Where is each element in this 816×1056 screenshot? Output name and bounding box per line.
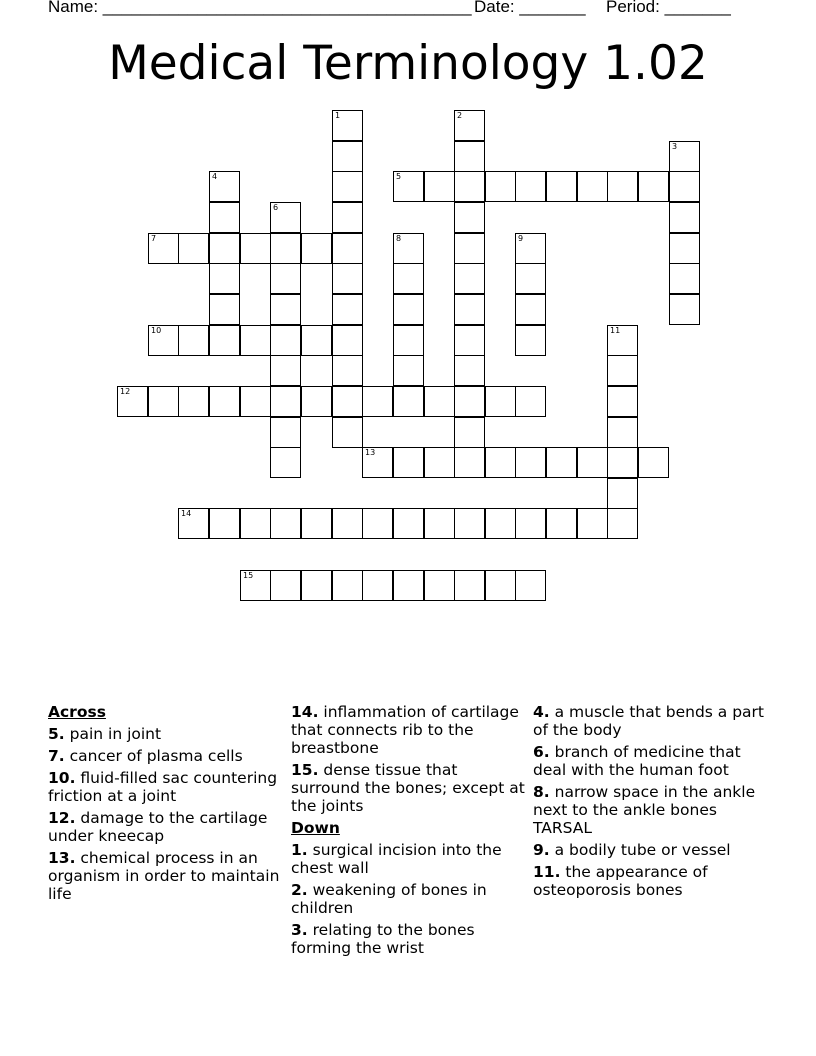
clue-column-1 [48, 703, 284, 907]
crossword-cell[interactable] [424, 447, 455, 478]
crossword-cell[interactable] [240, 570, 271, 601]
crossword-cell[interactable] [393, 294, 424, 325]
cell-number: 3 [672, 142, 678, 151]
crossword-cell[interactable] [546, 508, 577, 539]
clue-text: a muscle that bends a part of the body [533, 703, 764, 739]
crossword-cell[interactable] [454, 294, 485, 325]
clue-item [291, 761, 527, 815]
crossword-cell[interactable] [669, 202, 700, 233]
crossword-cell[interactable] [362, 447, 393, 478]
cell-number: 15 [243, 571, 254, 580]
crossword-cell[interactable] [270, 386, 301, 417]
crossword-cell[interactable] [240, 233, 271, 264]
clue-item [533, 783, 769, 837]
crossword-cell[interactable] [332, 233, 363, 264]
clue-item [48, 769, 284, 805]
crossword-cell[interactable] [515, 263, 546, 294]
crossword-cell[interactable] [270, 325, 301, 356]
crossword-cell[interactable] [270, 233, 301, 264]
crossword-cell[interactable] [454, 570, 485, 601]
name-field-label: Name: _______________________________________ [48, 0, 472, 16]
clue-text: weakening of bones in children [291, 881, 487, 917]
crossword-cell[interactable] [577, 447, 608, 478]
crossword-cell[interactable] [148, 233, 179, 264]
crossword-cell[interactable] [362, 386, 393, 417]
crossword-cell[interactable] [638, 447, 669, 478]
clue-text: damage to the cartilage under kneecap [48, 809, 268, 845]
crossword-cell[interactable] [454, 355, 485, 386]
clue-item [533, 863, 769, 899]
crossword-cell[interactable] [515, 508, 546, 539]
crossword-cell[interactable] [669, 141, 700, 172]
clue-item [533, 841, 769, 859]
crossword-cell[interactable] [515, 386, 546, 417]
crossword-cell[interactable] [454, 141, 485, 172]
crossword-cell[interactable] [270, 417, 301, 448]
clue-text: narrow space in the ankle next to the ankle bones TARSAL [533, 783, 756, 837]
clue-number: 9. [533, 841, 550, 859]
crossword-cell[interactable] [332, 325, 363, 356]
crossword-cell[interactable] [515, 171, 546, 202]
crossword-cell[interactable] [240, 508, 271, 539]
crossword-cell[interactable] [332, 141, 363, 172]
cell-number: 13 [365, 448, 376, 457]
crossword-cell[interactable] [332, 263, 363, 294]
clue-item [291, 703, 527, 757]
clue-item [48, 747, 284, 765]
clue-text: chemical process in an organism in order to maintain life [48, 849, 280, 903]
crossword-cell[interactable] [270, 570, 301, 601]
crossword-cell[interactable] [485, 447, 516, 478]
crossword-cell[interactable] [546, 171, 577, 202]
crossword-cell[interactable] [454, 263, 485, 294]
crossword-cell[interactable] [178, 325, 209, 356]
crossword-cell[interactable] [393, 386, 424, 417]
cell-number: 2 [457, 111, 463, 120]
clue-number: 1. [291, 841, 308, 859]
crossword-cell[interactable] [485, 386, 516, 417]
crossword-cell[interactable] [454, 233, 485, 264]
crossword-cell[interactable] [362, 570, 393, 601]
crossword-cell[interactable] [669, 171, 700, 202]
clue-section-heading: Down [291, 819, 340, 837]
cell-number: 4 [212, 172, 218, 181]
crossword-cell[interactable] [485, 508, 516, 539]
crossword-cell[interactable] [607, 508, 638, 539]
crossword-cell[interactable] [669, 263, 700, 294]
crossword-cell[interactable] [638, 171, 669, 202]
clue-text: surgical incision into the chest wall [291, 841, 502, 877]
crossword-cell[interactable] [515, 294, 546, 325]
clue-number: 7. [48, 747, 65, 765]
date-field-label: Date: _______ [474, 0, 586, 16]
crossword-cell[interactable] [332, 294, 363, 325]
crossword-cell[interactable] [301, 325, 332, 356]
clue-number: 5. [48, 725, 65, 743]
crossword-cell[interactable] [209, 202, 240, 233]
crossword-cell[interactable] [424, 386, 455, 417]
crossword-cell[interactable] [332, 171, 363, 202]
clue-item [533, 743, 769, 779]
crossword-cell[interactable] [515, 570, 546, 601]
crossword-cell[interactable] [393, 570, 424, 601]
crossword-cell[interactable] [332, 110, 363, 141]
crossword-cell[interactable] [270, 294, 301, 325]
clue-text: a bodily tube or vessel [554, 841, 731, 859]
clue-text: inflammation of cartilage that connects rib to the breastbone [291, 703, 519, 757]
cell-number: 11 [610, 326, 621, 335]
clue-number: 15. [291, 761, 319, 779]
crossword-cell[interactable] [148, 386, 179, 417]
clue-number: 3. [291, 921, 308, 939]
clue-text: the appearance of osteoporosis bones [533, 863, 708, 899]
cell-number: 8 [396, 234, 402, 243]
crossword-cell[interactable] [178, 386, 209, 417]
cell-number: 7 [151, 234, 157, 243]
crossword-cell[interactable] [454, 386, 485, 417]
crossword-cell[interactable] [301, 570, 332, 601]
crossword-cell[interactable] [332, 386, 363, 417]
crossword-cell[interactable] [209, 508, 240, 539]
crossword-cell[interactable] [393, 263, 424, 294]
crossword-cell[interactable] [178, 233, 209, 264]
crossword-cell[interactable] [393, 508, 424, 539]
clue-text: dense tissue that surround the bones; except at the joints [291, 761, 525, 815]
clue-number: 13. [48, 849, 76, 867]
clue-number: 4. [533, 703, 550, 721]
cell-number: 6 [273, 203, 279, 212]
clue-number: 11. [533, 863, 561, 881]
crossword-cell[interactable] [270, 263, 301, 294]
crossword-cell[interactable] [393, 171, 424, 202]
clue-item [291, 881, 527, 917]
crossword-cell[interactable] [393, 325, 424, 356]
clue-text: fluid-filled sac countering friction at a joint [48, 769, 278, 805]
crossword-cell[interactable] [607, 171, 638, 202]
crossword-cell[interactable] [607, 447, 638, 478]
crossword-cell[interactable] [332, 570, 363, 601]
crossword-cell[interactable] [332, 202, 363, 233]
crossword-cell[interactable] [454, 447, 485, 478]
crossword-cell[interactable] [515, 325, 546, 356]
crossword-cell[interactable] [607, 386, 638, 417]
clue-item [291, 841, 527, 877]
cell-number: 9 [518, 234, 524, 243]
clue-number: 14. [291, 703, 319, 721]
crossword-cell[interactable] [669, 294, 700, 325]
clue-item [291, 921, 527, 957]
crossword-cell[interactable] [209, 325, 240, 356]
crossword-cell[interactable] [148, 325, 179, 356]
clue-column-3 [533, 703, 769, 903]
crossword-cell[interactable] [424, 508, 455, 539]
crossword-cell[interactable] [485, 570, 516, 601]
crossword-cell[interactable] [270, 202, 301, 233]
clue-number: 12. [48, 809, 76, 827]
crossword-cell[interactable] [424, 570, 455, 601]
clue-column-2 [291, 703, 527, 961]
clue-text: relating to the bones forming the wrist [291, 921, 475, 957]
crossword-cell[interactable] [209, 386, 240, 417]
crossword-cell[interactable] [270, 508, 301, 539]
page-title: Medical Terminology 1.02 [108, 36, 708, 91]
clue-text: cancer of plasma cells [69, 747, 243, 765]
crossword-cell[interactable] [209, 263, 240, 294]
clue-item [48, 809, 284, 845]
crossword-cell[interactable] [301, 508, 332, 539]
crossword-cell[interactable] [178, 508, 209, 539]
crossword-cell[interactable] [393, 447, 424, 478]
crossword-cell[interactable] [270, 447, 301, 478]
crossword-cell[interactable] [117, 386, 148, 417]
crossword-cell[interactable] [515, 233, 546, 264]
crossword-cell[interactable] [209, 171, 240, 202]
clue-number: 8. [533, 783, 550, 801]
crossword-cell[interactable] [270, 355, 301, 386]
crossword-cell[interactable] [485, 171, 516, 202]
crossword-cell[interactable] [240, 325, 271, 356]
clue-section-heading: Across [48, 703, 106, 721]
crossword-cell[interactable] [454, 417, 485, 448]
crossword-cell[interactable] [301, 386, 332, 417]
cell-number: 12 [120, 387, 131, 396]
crossword-cell[interactable] [454, 202, 485, 233]
crossword-cell[interactable] [362, 508, 393, 539]
crossword-cell[interactable] [669, 233, 700, 264]
crossword-cell[interactable] [393, 355, 424, 386]
cell-number: 10 [151, 326, 162, 335]
crossword-cell[interactable] [515, 447, 546, 478]
clue-item [533, 703, 769, 739]
crossword-cell[interactable] [577, 508, 608, 539]
cell-number: 1 [335, 111, 341, 120]
crossword-cell[interactable] [332, 508, 363, 539]
crossword-cell[interactable] [546, 447, 577, 478]
crossword-cell[interactable] [240, 386, 271, 417]
crossword-cell[interactable] [332, 355, 363, 386]
crossword-cell[interactable] [607, 478, 638, 509]
clue-number: 6. [533, 743, 550, 761]
clue-item [48, 849, 284, 903]
clue-item [48, 725, 284, 743]
period-field-label: Period: _______ [606, 0, 731, 16]
crossword-cell[interactable] [454, 171, 485, 202]
cell-number: 14 [181, 509, 192, 518]
crossword-cell[interactable] [454, 325, 485, 356]
cell-number: 5 [396, 172, 402, 181]
crossword-cell[interactable] [424, 171, 455, 202]
crossword-cell[interactable] [393, 233, 424, 264]
crossword-cell[interactable] [301, 233, 332, 264]
crossword-cell[interactable] [607, 325, 638, 356]
crossword-cell[interactable] [577, 171, 608, 202]
crossword-cell[interactable] [607, 355, 638, 386]
crossword-cell[interactable] [454, 110, 485, 141]
crossword-cell[interactable] [454, 508, 485, 539]
clue-text: branch of medicine that deal with the human foot [533, 743, 741, 779]
clue-number: 2. [291, 881, 308, 899]
crossword-cell[interactable] [332, 417, 363, 448]
crossword-cell[interactable] [607, 417, 638, 448]
clue-number: 10. [48, 769, 76, 787]
crossword-cell[interactable] [209, 233, 240, 264]
clue-text: pain in joint [69, 725, 162, 743]
crossword-cell[interactable] [209, 294, 240, 325]
